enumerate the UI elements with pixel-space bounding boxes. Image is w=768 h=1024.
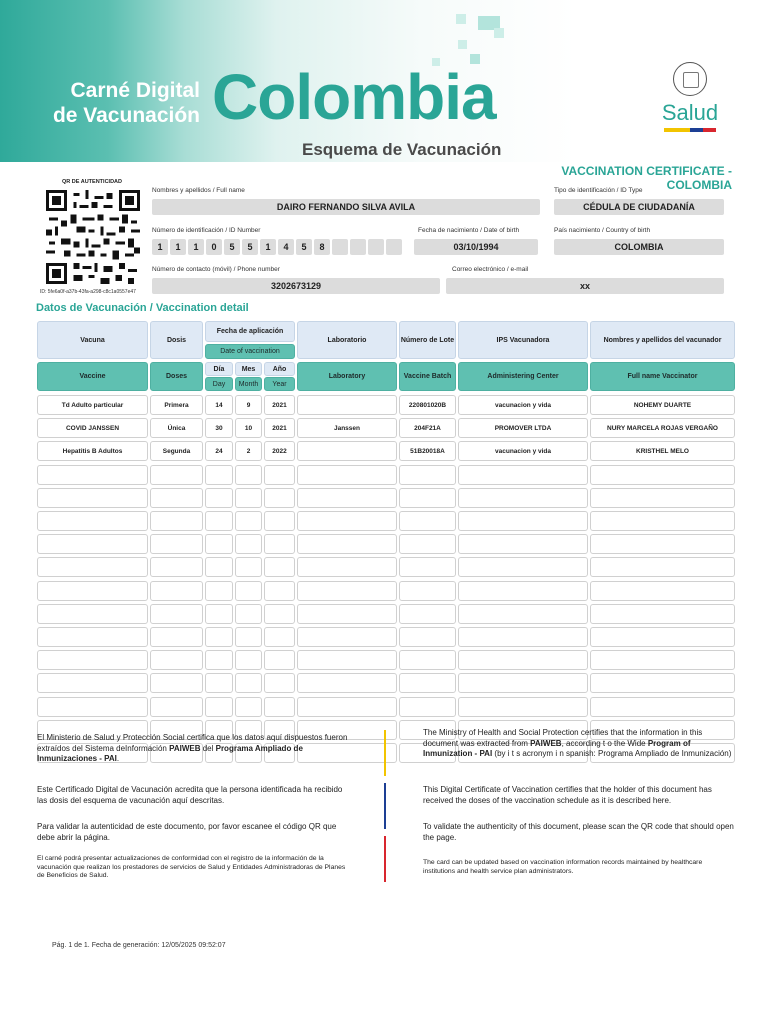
empty-cell bbox=[297, 673, 397, 693]
empty-cell bbox=[205, 557, 233, 577]
table-cell-center: vacunacion y vida bbox=[458, 441, 588, 461]
header-doses: Doses bbox=[150, 362, 203, 391]
phone-field: 3202673129 bbox=[152, 278, 440, 294]
empty-cell bbox=[235, 650, 262, 670]
empty-cell bbox=[399, 465, 456, 485]
empty-cell bbox=[590, 673, 735, 693]
id-digit bbox=[332, 239, 348, 255]
empty-cell bbox=[458, 511, 588, 531]
header-lote: Número de Lote bbox=[399, 321, 456, 359]
empty-cell bbox=[590, 534, 735, 554]
id-digit: 1 bbox=[152, 239, 168, 255]
empty-cell bbox=[399, 511, 456, 531]
empty-cell bbox=[399, 673, 456, 693]
empty-cell bbox=[205, 488, 233, 508]
table-cell-year: 2021 bbox=[264, 418, 295, 438]
empty-cell bbox=[264, 581, 295, 601]
table-cell-vaccinator: NOHEMY DUARTE bbox=[590, 395, 735, 415]
empty-cell bbox=[297, 488, 397, 508]
empty-cell bbox=[264, 604, 295, 624]
decor-square bbox=[494, 28, 504, 38]
header-vacunador: Nombres y apellidos del vacunador bbox=[590, 321, 735, 359]
empty-cell bbox=[297, 465, 397, 485]
salud-logo bbox=[658, 62, 722, 142]
divider-yellow bbox=[384, 730, 386, 776]
title-line1: Carné Digital bbox=[70, 79, 200, 102]
empty-cell bbox=[399, 557, 456, 577]
para-en-4: The card can be updated based on vaccination information records maintained by healthcare institutions and health service plan administrators. bbox=[423, 859, 703, 875]
table-cell-month: 9 bbox=[235, 395, 262, 415]
vaccination-section-title: Datos de Vacunación / Vaccination detail bbox=[36, 302, 249, 314]
empty-cell bbox=[205, 697, 233, 717]
empty-cell bbox=[590, 465, 735, 485]
table-cell-day: 14 bbox=[205, 395, 233, 415]
empty-cell bbox=[399, 627, 456, 647]
empty-cell bbox=[458, 627, 588, 647]
para-en-1-a: The Ministry of Health and Social Protection certifies that the information in this document was extracted from bbox=[423, 728, 703, 748]
para-es-1-a: El Ministerio de Salud y Protección Social certifica que los datos aquí dispuestos fueron extraídos del Sistema deInformación bbox=[37, 733, 348, 753]
id-type-label: Tipo de identificación / ID Type bbox=[554, 187, 643, 194]
id-type-field: CÉDULA DE CIUDADANÍA bbox=[554, 199, 724, 215]
table-cell-month: 10 bbox=[235, 418, 262, 438]
empty-cell bbox=[150, 650, 203, 670]
phone-label: Número de contacto (móvil) / Phone number bbox=[152, 266, 280, 273]
para-en-1-b: PAIWEB bbox=[530, 738, 562, 748]
header-dosis: Dosis bbox=[150, 321, 203, 359]
empty-cell bbox=[150, 557, 203, 577]
empty-cell bbox=[590, 627, 735, 647]
para-es-1 bbox=[37, 733, 351, 765]
name-label: Nombres y apellidos / Full name bbox=[152, 187, 245, 194]
empty-cell bbox=[205, 673, 233, 693]
table-cell-lab: Janssen bbox=[297, 418, 397, 438]
id-digit: 1 bbox=[188, 239, 204, 255]
qr-id: ID: 5fe6a0f-a37b-43fa-a298-c8c1a0557e47 bbox=[40, 289, 136, 295]
empty-cell bbox=[37, 604, 148, 624]
header-dia: Día bbox=[205, 362, 233, 376]
id-digit: 4 bbox=[278, 239, 294, 255]
empty-cell bbox=[205, 650, 233, 670]
subtitle: Esquema de Vacunación bbox=[302, 140, 502, 159]
empty-cell bbox=[150, 673, 203, 693]
empty-cell bbox=[297, 697, 397, 717]
table-cell-dose: Única bbox=[150, 418, 203, 438]
empty-cell bbox=[37, 581, 148, 601]
empty-cell bbox=[205, 534, 233, 554]
id-number-label: Número de identificación / ID Number bbox=[152, 227, 261, 234]
table-cell-batch: 204F21A bbox=[399, 418, 456, 438]
para-es-1-c: del bbox=[200, 743, 216, 753]
dob-field: 03/10/1994 bbox=[414, 239, 538, 255]
table-cell-lab bbox=[297, 441, 397, 461]
header-day: Day bbox=[205, 377, 233, 391]
para-es-3: Para validar la autenticidad de este documento, por favor escanee el código QR que debe abrir la página. bbox=[37, 822, 337, 842]
id-digit bbox=[350, 239, 366, 255]
empty-cell bbox=[235, 673, 262, 693]
empty-cell bbox=[150, 488, 203, 508]
table-cell-center: PROMOVER LTDA bbox=[458, 418, 588, 438]
empty-cell bbox=[458, 581, 588, 601]
header-batch: Vaccine Batch bbox=[399, 362, 456, 391]
empty-cell bbox=[264, 697, 295, 717]
empty-cell bbox=[150, 697, 203, 717]
empty-cell bbox=[235, 697, 262, 717]
para-es-1-b: PAIWEB bbox=[169, 743, 201, 753]
para-es-1-e: . bbox=[116, 754, 120, 763]
header-banner bbox=[0, 0, 768, 162]
header-month: Month bbox=[235, 377, 262, 391]
empty-cell bbox=[297, 581, 397, 601]
empty-cell bbox=[458, 557, 588, 577]
header-laboratorio: Laboratorio bbox=[297, 321, 397, 359]
id-digit: 5 bbox=[296, 239, 312, 255]
empty-cell bbox=[150, 627, 203, 647]
empty-cell bbox=[264, 465, 295, 485]
birth-country-field: COLOMBIA bbox=[554, 239, 724, 255]
para-es-2: Este Certificado Digital de Vacunación acredita que la persona identificada ha recibido las dosis del esquema de vacunación aquí descritas. bbox=[37, 785, 343, 805]
header-year: Year bbox=[264, 377, 295, 391]
header-fecha-en: Date of vaccination bbox=[205, 344, 295, 359]
header-mes: Mes bbox=[235, 362, 262, 376]
empty-cell bbox=[235, 465, 262, 485]
para-en-1-c: , according t o the Wide bbox=[561, 738, 648, 748]
empty-cell bbox=[37, 488, 148, 508]
table-cell-batch: 51B20018A bbox=[399, 441, 456, 461]
empty-cell bbox=[590, 650, 735, 670]
id-digit: 0 bbox=[206, 239, 222, 255]
empty-cell bbox=[458, 697, 588, 717]
empty-cell bbox=[399, 534, 456, 554]
empty-cell bbox=[264, 650, 295, 670]
header-fecha: Fecha de aplicación bbox=[205, 321, 295, 342]
certificate-title: VACCINATION CERTIFICATE - COLOMBIA bbox=[561, 164, 732, 192]
table-cell-vaccine: COVID JANSSEN bbox=[37, 418, 148, 438]
empty-cell bbox=[399, 604, 456, 624]
empty-cell bbox=[150, 604, 203, 624]
divider-blue bbox=[384, 783, 386, 829]
title-carne bbox=[40, 78, 200, 128]
empty-cell bbox=[235, 511, 262, 531]
table-cell-lab bbox=[297, 395, 397, 415]
empty-cell bbox=[297, 557, 397, 577]
dob-label: Fecha de nacimiento / Date of birth bbox=[418, 227, 520, 234]
title-country: Colombia bbox=[212, 61, 496, 133]
header-ips: IPS Vacunadora bbox=[458, 321, 588, 359]
empty-cell bbox=[37, 534, 148, 554]
empty-cell bbox=[235, 604, 262, 624]
empty-cell bbox=[458, 650, 588, 670]
empty-cell bbox=[590, 697, 735, 717]
table-cell-dose: Segunda bbox=[150, 441, 203, 461]
empty-cell bbox=[264, 534, 295, 554]
empty-cell bbox=[37, 465, 148, 485]
empty-cell bbox=[37, 673, 148, 693]
empty-cell bbox=[205, 581, 233, 601]
table-cell-vaccinator: KRISTHEL MELO bbox=[590, 441, 735, 461]
empty-cell bbox=[458, 465, 588, 485]
logo-text: Salud bbox=[661, 100, 719, 125]
empty-cell bbox=[458, 673, 588, 693]
header-vacuna: Vacuna bbox=[37, 321, 148, 359]
table-cell-vaccine: Td Adulto particular bbox=[37, 395, 148, 415]
coat-of-arms-icon bbox=[673, 62, 707, 96]
empty-cell bbox=[235, 581, 262, 601]
header-ano: Año bbox=[264, 362, 295, 376]
empty-cell bbox=[264, 627, 295, 647]
empty-cell bbox=[590, 488, 735, 508]
id-digit: 5 bbox=[224, 239, 240, 255]
empty-cell bbox=[264, 673, 295, 693]
empty-cell bbox=[235, 488, 262, 508]
empty-cell bbox=[150, 511, 203, 531]
id-digit bbox=[386, 239, 402, 255]
empty-cell bbox=[590, 604, 735, 624]
table-cell-month: 2 bbox=[235, 441, 262, 461]
para-en-1-e: (by i t s acronym i n spanish: Programa Ampliado de Inmunización) bbox=[492, 749, 732, 758]
empty-cell bbox=[37, 511, 148, 531]
email-label: Correo electrónico / e-mail bbox=[452, 266, 529, 273]
qr-label: QR DE AUTENTICIDAD bbox=[62, 179, 122, 185]
empty-cell bbox=[399, 650, 456, 670]
empty-cell bbox=[264, 557, 295, 577]
empty-cell bbox=[458, 534, 588, 554]
empty-cell bbox=[297, 650, 397, 670]
id-digit: 1 bbox=[260, 239, 276, 255]
birth-country-label: País nacimiento / Country of birth bbox=[554, 227, 651, 234]
empty-cell bbox=[297, 604, 397, 624]
empty-cell bbox=[399, 581, 456, 601]
table-cell-dose: Primera bbox=[150, 395, 203, 415]
para-en-2: This Digital Certificate of Vaccination certifies that the holder of this document has received the doses of the vaccination schedule as it is described here. bbox=[423, 785, 712, 805]
table-cell-year: 2021 bbox=[264, 395, 295, 415]
empty-cell bbox=[458, 604, 588, 624]
empty-cell bbox=[399, 697, 456, 717]
empty-cell bbox=[297, 627, 397, 647]
empty-cell bbox=[205, 627, 233, 647]
empty-cell bbox=[37, 557, 148, 577]
para-en-1 bbox=[423, 728, 735, 760]
para-es-4: El carné podrá presentar actualizaciones de conformidad con el registro de la información de la vacunación que realizan los prestadores de servicios de Salud y Entidades Administradoras de Planes de Beneficios de Salud. bbox=[37, 855, 346, 879]
empty-cell bbox=[150, 534, 203, 554]
table-cell-batch: 220801020B bbox=[399, 395, 456, 415]
decor-square bbox=[458, 40, 467, 49]
empty-cell bbox=[297, 511, 397, 531]
empty-cell bbox=[205, 465, 233, 485]
id-digit bbox=[368, 239, 384, 255]
empty-cell bbox=[458, 488, 588, 508]
header-laboratory: Laboratory bbox=[297, 362, 397, 391]
empty-cell bbox=[37, 650, 148, 670]
empty-cell bbox=[399, 488, 456, 508]
title-line2: de Vacunación bbox=[52, 104, 200, 127]
table-cell-year: 2022 bbox=[264, 441, 295, 461]
empty-cell bbox=[150, 581, 203, 601]
divider-red bbox=[384, 836, 386, 882]
id-digit: 1 bbox=[170, 239, 186, 255]
header-center: Administering Center bbox=[458, 362, 588, 391]
page-footer: Pág. 1 de 1. Fecha de generación: 12/05/2025 09:52:07 bbox=[52, 942, 226, 949]
empty-cell bbox=[37, 627, 148, 647]
para-en-3: To validate the authenticity of this document, please scan the QR code that should open the page. bbox=[423, 822, 734, 842]
empty-cell bbox=[590, 511, 735, 531]
table-cell-day: 24 bbox=[205, 441, 233, 461]
id-digit: 5 bbox=[242, 239, 258, 255]
empty-cell bbox=[590, 581, 735, 601]
empty-cell bbox=[205, 511, 233, 531]
header-vaccine: Vaccine bbox=[37, 362, 148, 391]
empty-cell bbox=[205, 604, 233, 624]
para-es-1-d: Programa Ampliado de Inmunizaciones - PAI bbox=[37, 743, 303, 763]
empty-cell bbox=[150, 465, 203, 485]
empty-cell bbox=[235, 534, 262, 554]
header-vaccinator: Full name Vaccinator bbox=[590, 362, 735, 391]
table-cell-center: vacunacion y vida bbox=[458, 395, 588, 415]
empty-cell bbox=[235, 557, 262, 577]
id-digit: 8 bbox=[314, 239, 330, 255]
decor-square bbox=[456, 14, 466, 24]
flag-stripe bbox=[664, 128, 716, 132]
empty-cell bbox=[37, 697, 148, 717]
empty-cell bbox=[264, 511, 295, 531]
qr-code-icon bbox=[46, 190, 140, 284]
table-cell-vaccine: Hepatitis B Adultos bbox=[37, 441, 148, 461]
table-cell-day: 30 bbox=[205, 418, 233, 438]
empty-cell bbox=[235, 627, 262, 647]
empty-cell bbox=[590, 557, 735, 577]
email-field: xx bbox=[446, 278, 724, 294]
table-cell-vaccinator: NURY MARCELA ROJAS VERGAÑO bbox=[590, 418, 735, 438]
empty-cell bbox=[297, 534, 397, 554]
empty-cell bbox=[264, 488, 295, 508]
para-en-1-d: Program of Inmunization - PAI bbox=[423, 738, 691, 758]
name-field: DAIRO FERNANDO SILVA AVILA bbox=[152, 199, 540, 215]
